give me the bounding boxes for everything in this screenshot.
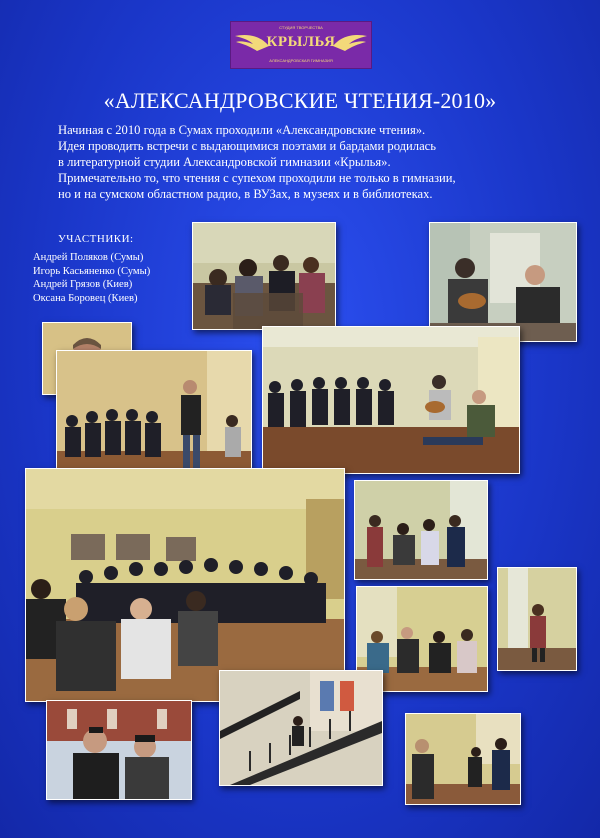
- intro-line: в литературной студии Александровской гимназии «Крылья».: [58, 155, 391, 169]
- photo-staircase: [219, 670, 383, 786]
- participants-list: [33, 251, 150, 305]
- logo: [230, 21, 372, 69]
- intro-line: Идея проводить встречи с выдающимися поэтами и бардами родилась: [58, 139, 437, 153]
- photo-small-group: [405, 713, 521, 805]
- intro-text: [58, 122, 558, 202]
- participants-heading: УЧАСТНИКИ:: [58, 233, 134, 245]
- photo-group-standing: [354, 480, 488, 580]
- logo-name: КРЫЛЬЯ: [266, 34, 336, 50]
- intro-line: Начиная с 2010 года в Сумах проходили «Александровские чтения».: [58, 123, 426, 137]
- photo-audience-top: [192, 222, 336, 330]
- participant-item: Оксана Боровец (Киев): [33, 292, 138, 304]
- photo-hall-audience: [262, 326, 520, 474]
- photo-girl-standing: [497, 567, 577, 671]
- intro-line: Примечательно то, что чтения с супехом проходили не только в гимназии,: [58, 171, 456, 185]
- page-title: «АЛЕКСАНДРОВСКИЕ ЧТЕНИЯ-2010»: [103, 88, 497, 113]
- logo-top-text: СТУДИЯ ТВОРЧЕСТВА: [279, 25, 323, 30]
- photo-two-men-outdoors: [46, 700, 192, 800]
- participant-item: Андрей Поляков (Сумы): [33, 252, 144, 263]
- photo-guitar-duo: [429, 222, 577, 342]
- intro-line: но и на сумском областном радио, в ВУЗах, в музеях и в библиотеках.: [58, 187, 433, 201]
- logo-sub-text: АЛЕКСАНДРОВСКАЯ ГИМНАЗИЯ: [269, 58, 333, 63]
- participant-item: Андрей Грязов (Киев): [33, 279, 133, 291]
- participant-item: Игорь Касьяненко (Сумы): [33, 265, 151, 277]
- photo-auditorium: [25, 468, 345, 702]
